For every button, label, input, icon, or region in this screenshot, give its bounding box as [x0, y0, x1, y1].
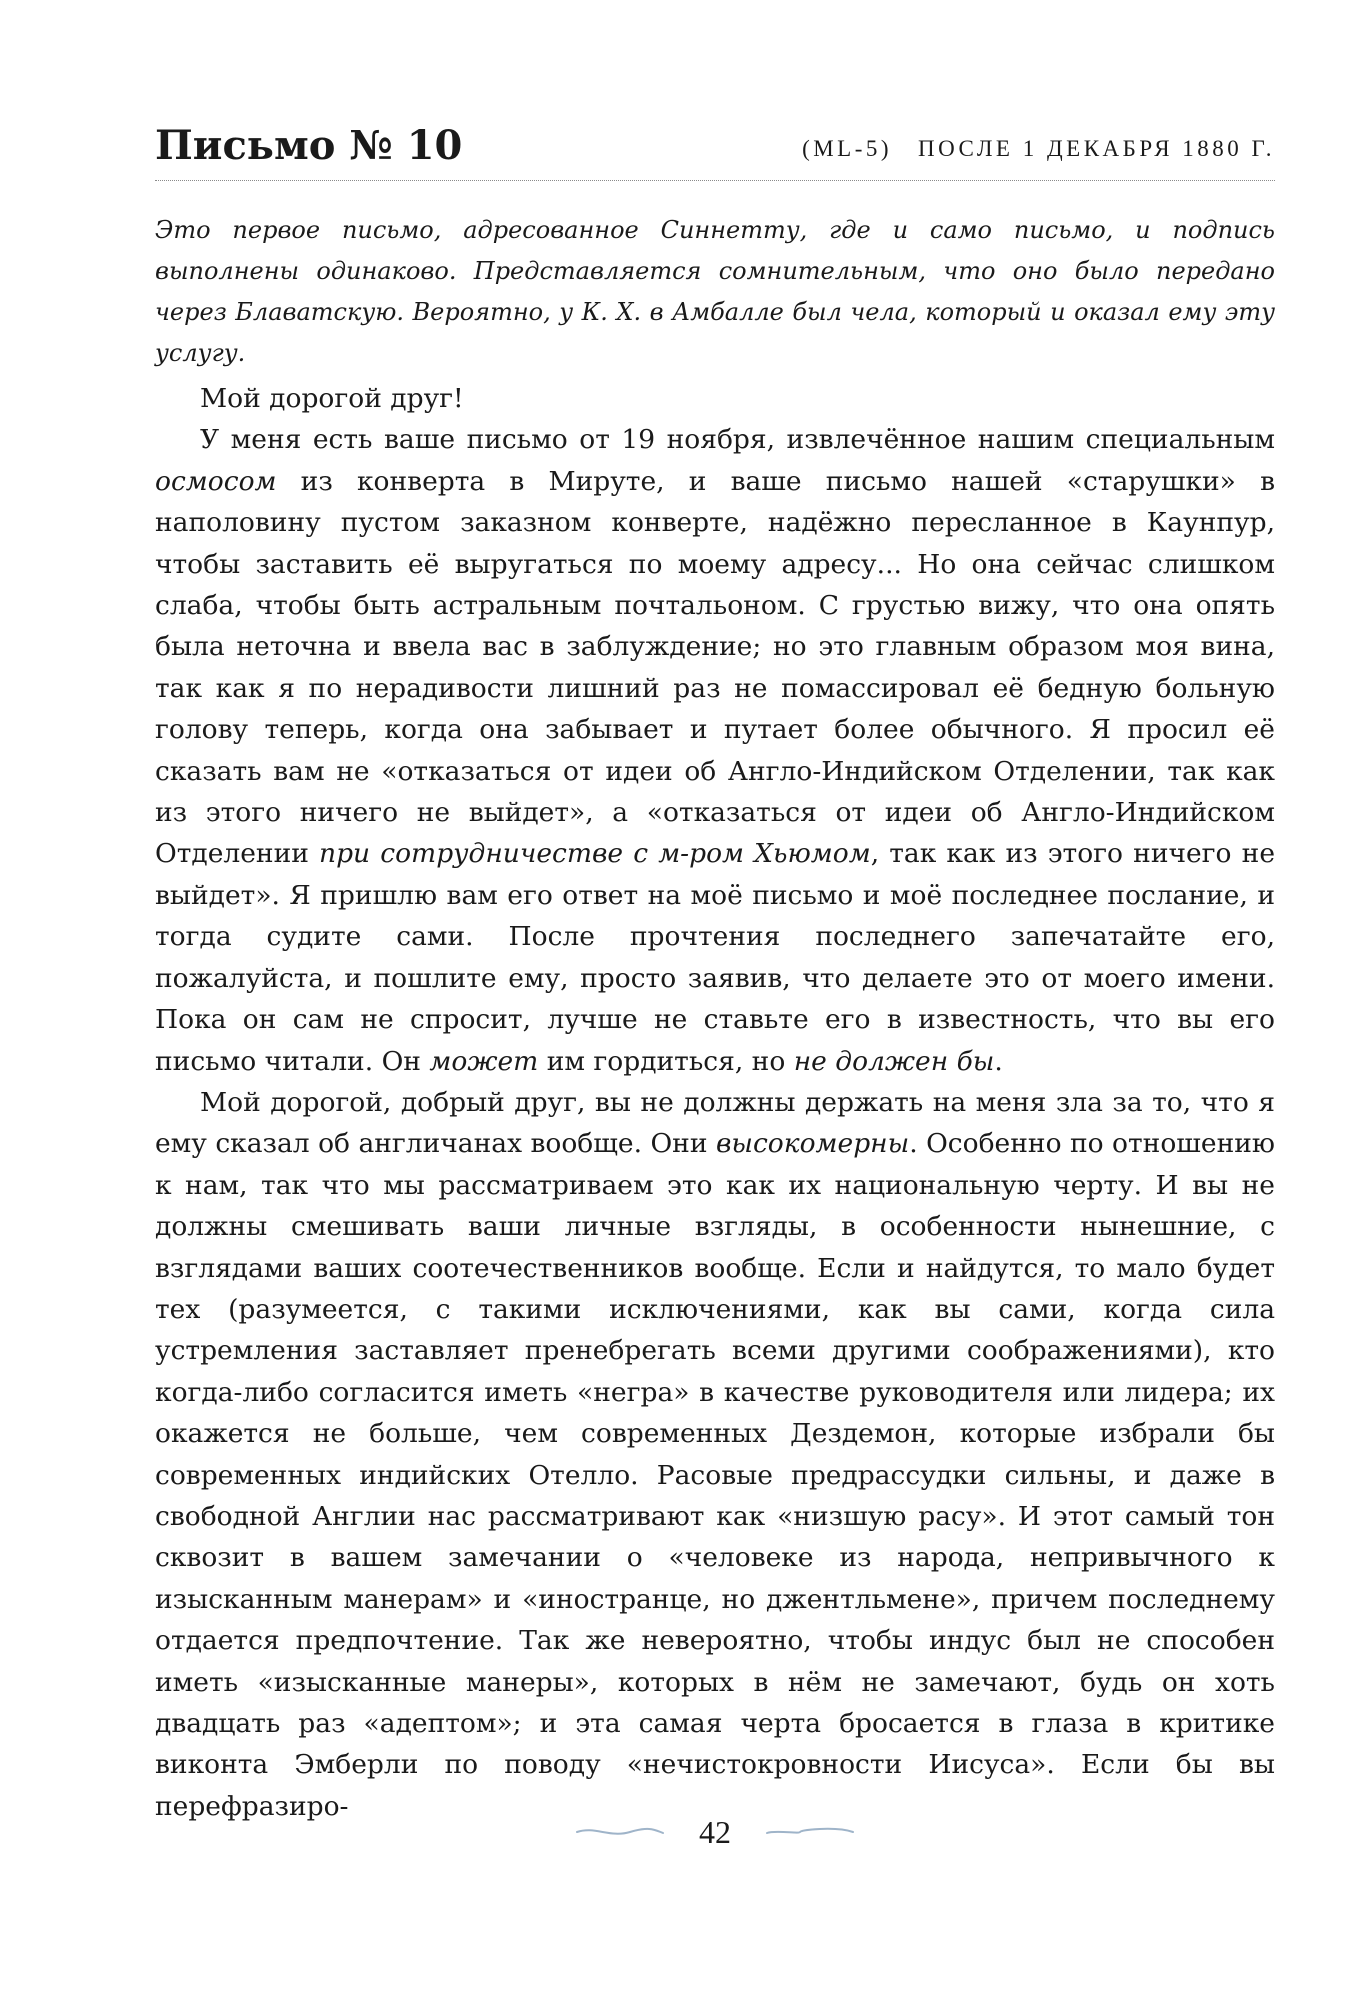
page-number: 42 [699, 1814, 731, 1850]
letter-meta [802, 134, 1275, 164]
letter-header [155, 122, 1275, 182]
letter-title: Письмо № 10 [155, 122, 463, 169]
p1-text-i: . [994, 1045, 1003, 1077]
p1-text-e: , так как из этого ничего не выйдет». Я пришлю вам его ответ на моё письмо и моё последнее послание, и тогда судите сами. После прочтения последнего запечатайте его, пожалуйста, и пошлите ему, просто заявив, что делаете это от моего имени. Пока он сам не спросит, лучше не ставьте его в известность, что вы его письмо читали. Он [155, 838, 1275, 1077]
paragraph-2 [155, 1082, 1275, 1827]
right-flourish-icon [765, 1824, 855, 1840]
p1-text-a: У меня есть ваше письмо от 19 ноября, извлечённое нашим специальным [200, 424, 1275, 456]
p2-emphasis-arrogant: высокомерны [715, 1128, 910, 1160]
p1-emphasis-osmos: осмосом [155, 465, 277, 497]
letter-date: ПОСЛЕ 1 ДЕКАБРЯ 1880 Г. [918, 136, 1275, 161]
greeting: Мой дорогой друг! [200, 383, 464, 414]
p1-emphasis-may: может [429, 1045, 539, 1077]
p2-text-a: Мой дорогой, добрый друг, вы не должны держать на меня зла за то, что я ему сказал об англичанах вообще. Они [155, 1086, 1275, 1160]
header-divider [155, 180, 1275, 181]
editorial-intro: Это первое письмо, адресованное Синнетту, где и само письмо, и подпись выполнены одинаково. Представляется сомнительным, что оно было передано через Блаватскую. Вероятно, у К. Х. в Амбалле был чела, который и оказал ему эту услугу. [155, 216, 1275, 367]
p1-emphasis-hume: при сотрудничестве с м-ром Хьюмом [319, 838, 871, 870]
p2-text-c: . Особенно по отношению к нам, так что мы рассматриваем это как их национальную черту. И вы не должны смешивать ваши личные взгляды, в особенности нынешние, с взглядами ваших соотечественников вообще. Если и найдутся, то мало будет тех (разумеется, с такими исключениями, как вы сами, когда сила устремления заставляет пренебрегать всеми другими соображениями), кто когда-либо согласится иметь «негра» в качестве руководителя или лидера; их окажется не больше, чем современных Дездемон, которые избрали бы современных индийских Отелло. Расовые предрассудки сильны, и даже в свободной Англии нас рассматривают как «низшую расу». И этот самый тон сквозит в вашем замечании о «человеке из народа, непривычного к изысканным манерам» и «иностранце, но джентльмене», причем последнему отдается предпочтение. Так же невероятно, чтобы индус был не способен иметь «изысканные манеры», которых в нём не замечают, будь он хоть двадцать раз «адептом»; и эта самая черта бросается в глаза в критике виконта Эмберли по поводу «нечистокровности Иисуса». Если бы вы перефразиро- [155, 1128, 1275, 1822]
book-page [155, 0, 1275, 2000]
letter-body [155, 378, 1275, 1827]
p1-emphasis-should-not: не должен бы [793, 1045, 995, 1077]
letter-code: (ML-5) [802, 136, 893, 161]
p1-text-c: из конверта в Мируте, и ваше письмо нашей «старушки» в наполовину пустом заказном конверте, надёжно пересланное в Каунпур, чтобы заставить её выругаться по моему адресу... Но она сейчас слишком слаба, чтобы быть астральным почтальоном. С грустью вижу, что она опять была неточна и ввела вас в заблуждение; но это главным образом моя вина, так как я по нерадивости лишний раз не помассировал её бедную больную голову теперь, когда она забывает и путает более обычного. Я просил её сказать вам не «отказаться от идеи об Англо-Индийском Отделении, так как из этого ничего не выйдет», а «отказаться от идеи об Англо-Индийском Отделении [155, 465, 1275, 870]
p1-text-g: им гордиться, но [538, 1045, 794, 1077]
page-footer [155, 1810, 1275, 1860]
paragraph-1 [155, 419, 1275, 1082]
